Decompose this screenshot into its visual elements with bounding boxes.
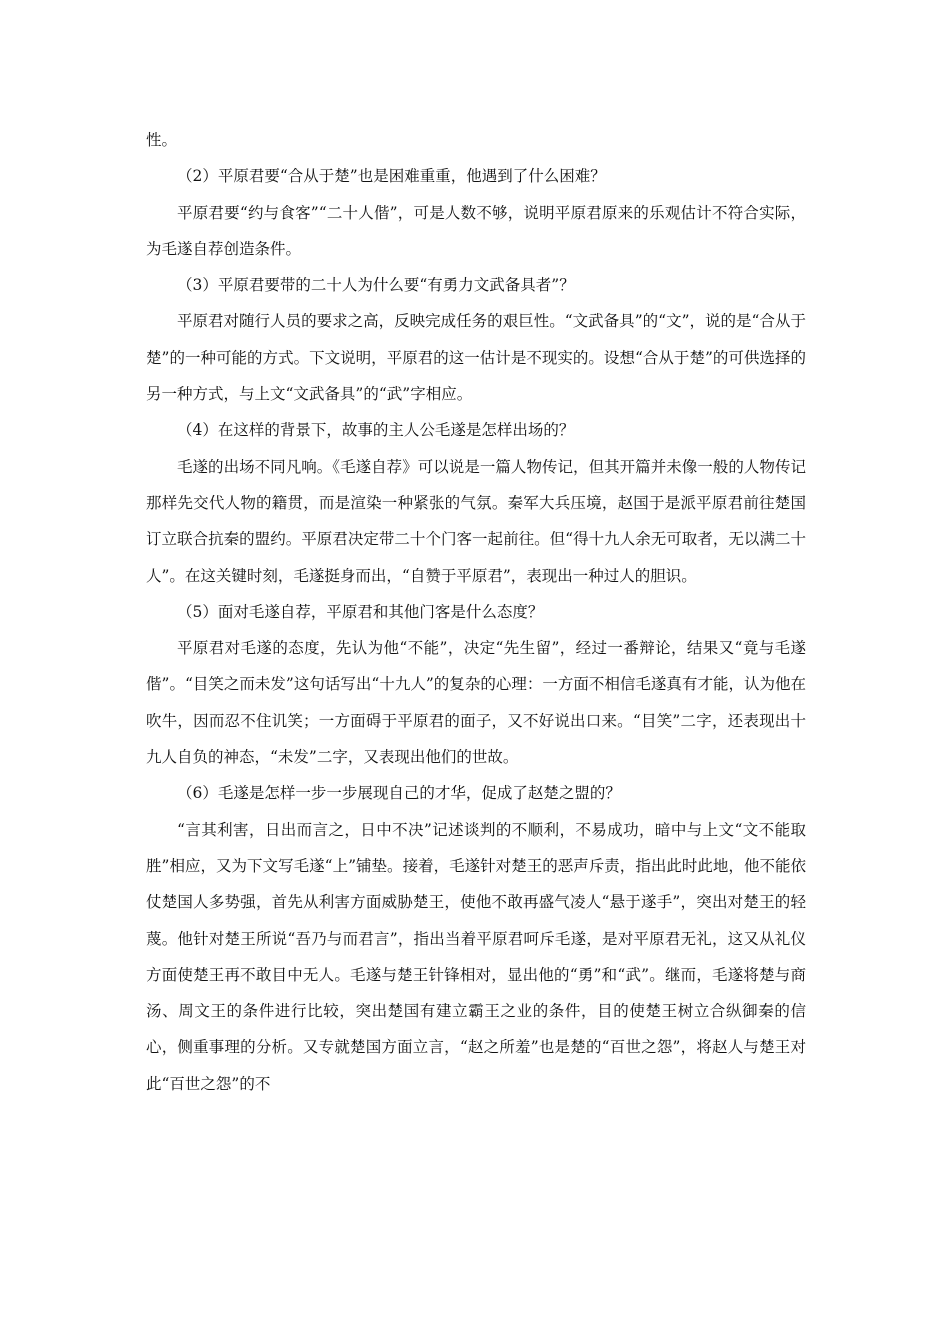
question-4: （4）在这样的背景下，故事的主人公毛遂是怎样出场的？ [177,421,575,440]
answer-5: 平原君对毛遂的态度，先认为他“不能”，决定“先生留”，经过一番辩论，结果又“竟与毛遂偕”。“目笑之而未发”这句话写出“十九人”的复杂的心理：一方面不相信毛遂真有才能，认为他在吹牛，因而忍不住讥笑；一方面碍于平原君的面子，又不好说出口来。“目笑”二字，还表现出十九人自负的神态，“未发”二字，又表现出他们的世故。 [146,639,806,767]
answer-4: 毛遂的出场不同凡响。《毛遂自荐》可以说是一篇人物传记，但其开篇并未像一般的人物传记那样先交代人物的籍贯，而是渲染一种紧张的气氛。秦军大兵压境，赵国于是派平原君前往楚国订立联合抗秦的盟约。平原君决定带二十个门客一起前往。但“得十九人余无可取者，无以满二十人”。在这关键时刻，毛遂挺身而出，“自赞于平原君”，表现出一种过人的胆识。 [146,457,806,585]
answer-3: 平原君对随行人员的要求之高，反映完成任务的艰巨性。“文武备具”的“文”，说的是“合从于楚”的一种可能的方式。下文说明，平原君的这一估计是不现实的。设想“合从于楚”的可供选择的另一种方式，与上文“文武备具”的“武”字相应。 [146,312,806,404]
question-5: （5）面对毛遂自荐，平原君和其他门客是什么态度？ [177,602,544,621]
answer-6: “言其利害，日出而言之，日中不决”记述谈判的不顺利，不易成功，暗中与上文“文不能取胜”相应，又为下文写毛遂“上”铺垫。接着，毛遂针对楚王的恶声斥责，指出此时此地，他不能依仗楚国人多势强，首先从利害方面威胁楚王，使他不敢再盛气凌人“悬于遂手”，突出对楚王的轻蔑。他针对楚王所说“吾乃与而君言”，指出当着平原君呵斥毛遂，是对平原君无礼，这又从礼仪方面使楚王再不敢目中无人。毛遂与楚王针锋相对，显出他的“勇”和“武”。继而，毛遂将楚与商汤、周文王的条件进行比较，突出楚国有建立霸王之业的条件，目的使楚王树立合纵御秦的信心，侧重事理的分析。又专就楚国方面立言，“赵之所羞”也是楚的“百世之怨”，将赵人与楚王对此“百世之怨”的不 [146,820,806,1093]
question-2: （2）平原君要“合从于楚”也是困难重重，他遇到了什么困难？ [177,167,606,186]
question-3: （3）平原君要带的二十人为什么要“有勇力文武备具者”？ [177,276,575,295]
question-6: （6）毛遂是怎样一步一步展现自己的才华，促成了赵楚之盟的？ [177,784,621,803]
paragraph-continuation: 性。 [146,131,178,149]
document-body [146,122,806,1102]
answer-2: 平原君要“约与食客”“二十人偕”，可是人数不够，说明平原君原来的乐观估计不符合实际，为毛遂自荐创造条件。 [146,203,806,258]
